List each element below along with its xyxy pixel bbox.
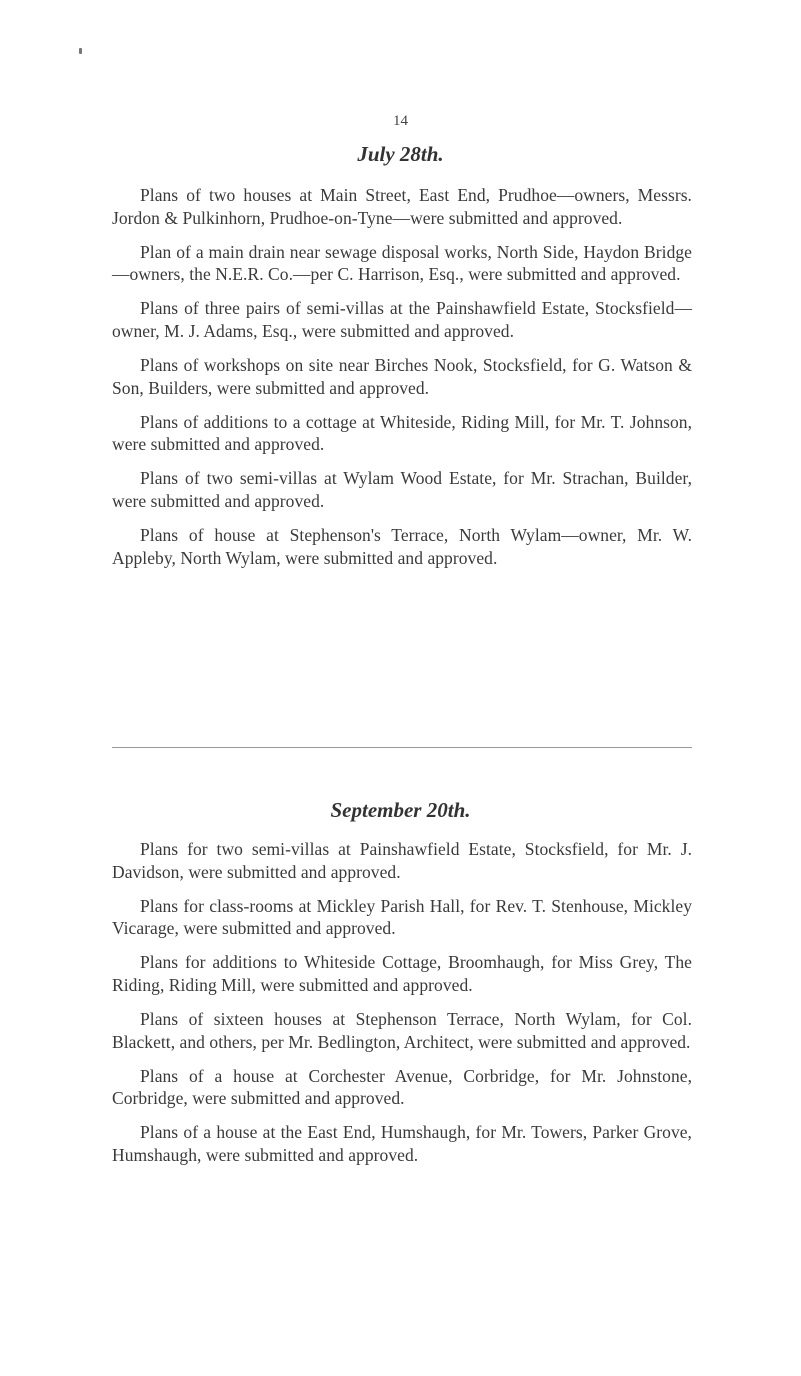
- section-heading-september: September 20th.: [330, 798, 471, 822]
- paragraph: Plans of house at Stephenson's Terrace, North Wylam—owner, Mr. W. Appleby, North Wylam, were submitted and approved.: [112, 525, 692, 568]
- paragraph: Plans of sixteen houses at Stephenson Terrace, North Wylam, for Col. Blackett, and others, per Mr. Bedlington, Architect, were submitted and approved.: [112, 1009, 692, 1052]
- paragraph: Plan of a main drain near sewage disposal works, North Side, Haydon Bridge—owners, the N.E.R. Co.—per C. Harrison, Esq., were submitted and approved.: [112, 241, 692, 285]
- paragraph: Plans of two semi-villas at Wylam Wood Estate, for Mr. Strachan, Builder, were submitted and approved.: [112, 468, 692, 512]
- paragraph: Plans of three pairs of semi-villas at the Painshawfield Estate, Stocksfield—owner, M. J. Adams, Esq., were submitted and approved.: [112, 298, 692, 341]
- section-july: [112, 184, 692, 581]
- paragraph: Plans of two houses at Main Street, East End, Prudhoe—owners, Messrs. Jordon & Pulkinhorn, Prudhoe-on-Tyne—were submitted and approved.: [112, 185, 692, 228]
- paragraph: Plans of additions to a cottage at Whiteside, Riding Mill, for Mr. T. Johnson, were submitted and approved.: [112, 411, 692, 455]
- paragraph: Plans for two semi-villas at Painshawfield Estate, Stocksfield, for Mr. J. Davidson, were submitted and approved.: [112, 839, 692, 882]
- paragraph: Plans of a house at the East End, Humshaugh, for Mr. Towers, Parker Grove, Humshaugh, were submitted and approved.: [112, 1122, 692, 1166]
- paragraph: Plans of a house at Corchester Avenue, Corbridge, for Mr. Johnstone, Corbridge, were submitted and approved.: [112, 1065, 692, 1109]
- paragraph: Plans for additions to Whiteside Cottage, Broomhaugh, for Miss Grey, The Riding, Riding Mill, were submitted and approved.: [112, 952, 692, 995]
- section-divider: [112, 747, 692, 748]
- scan-speck: [79, 48, 82, 54]
- page-number: 14: [393, 113, 408, 129]
- paragraph: Plans of workshops on site near Birches Nook, Stocksfield, for G. Watson & Son, Builders, were submitted and approved.: [112, 355, 692, 398]
- section-september: [112, 838, 692, 1178]
- section-heading-july: July 28th.: [357, 142, 444, 166]
- paragraph: Plans for class-rooms at Mickley Parish Hall, for Rev. T. Stenhouse, Mickley Vicarage, were submitted and approved.: [112, 895, 692, 939]
